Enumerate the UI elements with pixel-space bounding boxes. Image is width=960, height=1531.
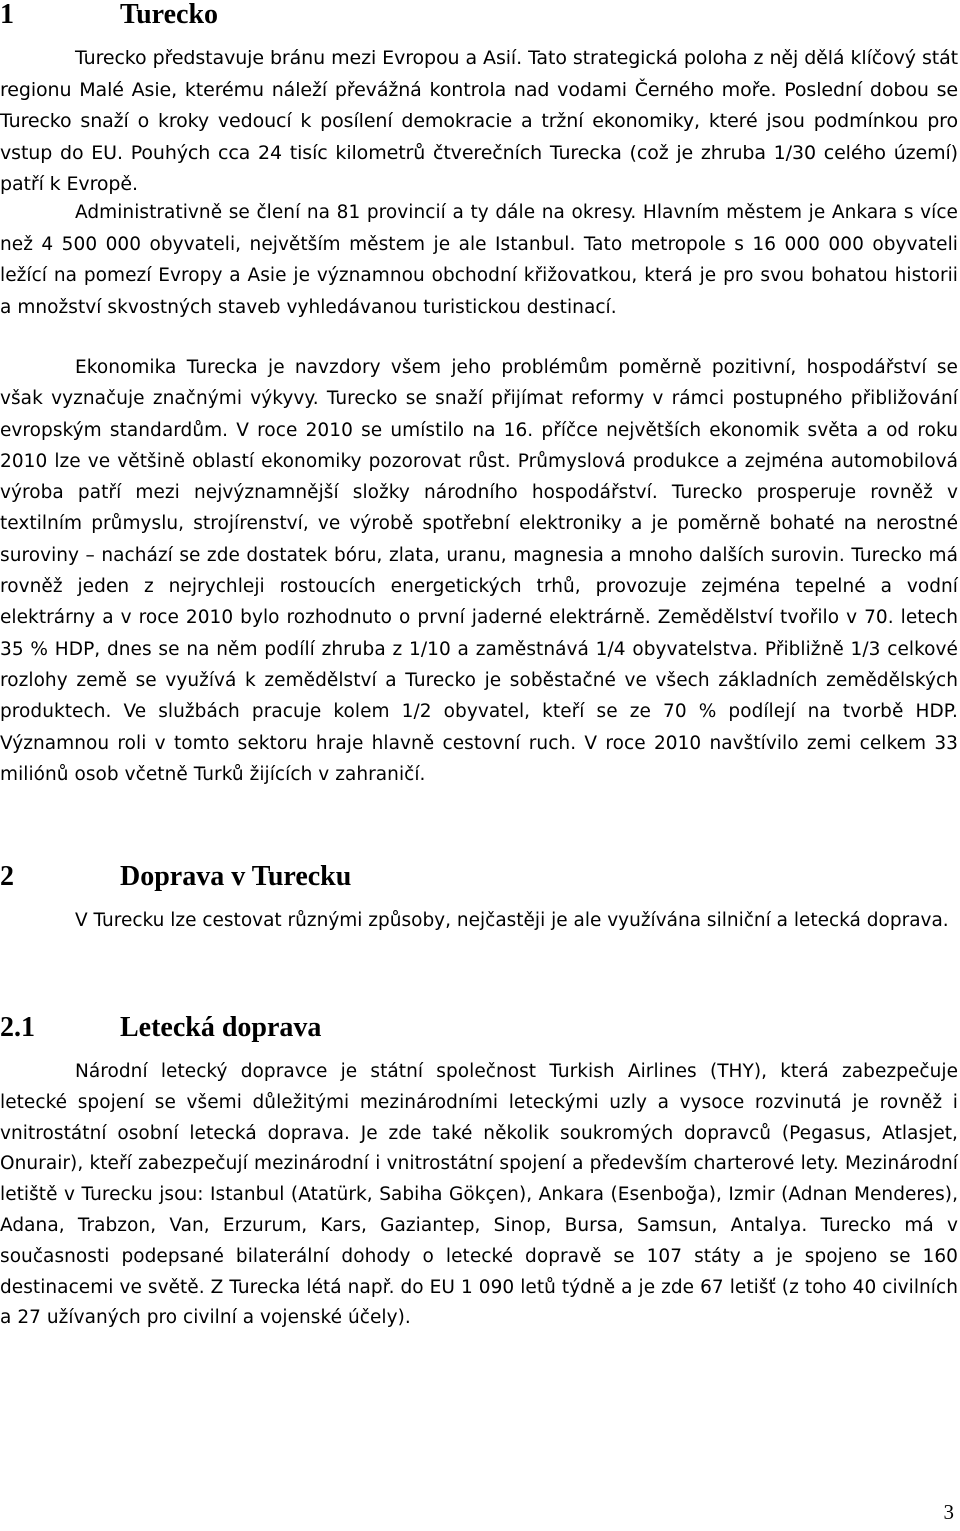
section-heading-1	[0, 0, 218, 30]
page-number: 3	[943, 1500, 954, 1524]
section-title: Letecká doprava	[120, 1012, 322, 1043]
paragraph-administration-text: Administrativně se člení na 81 provincií a ty dále na okresy. Hlavním městem je Ankara s více než 4 500 000 obyvateli, největším městem je ale Istanbul. Tato metropole s 16 000 000 obyvateli ležící na pomezí Evropy a Asie je významnou obchodní křižovatkou, která je pro svou bohatou historii a množství skvostných staveb vyhledávanou turistickou destinací.	[0, 202, 958, 318]
section-heading-2	[0, 862, 351, 892]
section-number: 1	[0, 0, 14, 30]
section-title: Turecko	[120, 0, 219, 30]
paragraph-transport-intro-text: V Turecku lze cestovat různými způsoby, nejčastěji je ale využívána silniční a letecká doprava.	[75, 910, 949, 931]
paragraph-air-transport-text: Národní letecký dopravce je státní společnost Turkish Airlines (THY), která zabezpečuje letecké spojení se všemi důležitými mezinárodními leteckými uzly a vysoce rozvinutá je rovněž i vnitrostátní osobní letecká doprava. Je zde také několik soukromých dopravců (Pegasus, Atlasjet, Onurair), kteří zabezpečují mezinárodní i vnitrostátní spojení a především charterové lety. Mezinárodní letiště v Turecku jsou: Istanbul (Atatürk, Sabiha Gökçen), Ankara (Esenboğa), Izmir (Adnan Menderes), Adana, Trabzon, Van, Erzurum, Kars, Gaziantep, Sinop, Bursa, Samsun, Antalya. Turecko má v současnosti podepsané bilaterální dohody o letecké dopravě se 107 státy a je spojeno se 160 destinacemi ve světě. Z Turecka létá např. do EU 1 090 letů týdně a je zde 67 letišť (z toho 40 civilních a 27 užívaných pro civilní a vojenské účely).	[0, 1061, 958, 1329]
section-heading-2-1	[0, 1013, 321, 1043]
section-number: 2	[0, 861, 14, 892]
paragraph-economy	[0, 352, 958, 790]
paragraph-economy-text: Ekonomika Turecka je navzdory všem jeho problémům poměrně pozitivní, hospodářství se však vyznačuje značnými výkyvy. Turecko se snaží přijímat reformy v rámci postupného přibližování evropským standardům. V roce 2010 se umístilo na 16. příčce největších ekonomik světa a od roku 2010 lze ve většině oblastí ekonomiky pozorovat růst. Průmyslová produkce a zejména automobilová výroba patří mezi nejvýznamnější složky národního hospodářství. Turecko prosperuje rovněž v textilním průmyslu, strojírenství, ve výrobě spotřební elektroniky a je poměrně bohaté na nerostné suroviny – nachází se zde dostatek bóru, zlata, uranu, magnesia a mnoho dalších surovin. Turecko má rovněž jeden z nejrychleji rostoucích energetických trhů, provozuje zejména tepelné a vodní elektrárny a v roce 2010 bylo rozhodnuto o první jaderné elektrárně. Zemědělství tvořilo v 70. letech 35 % HDP, dnes se na něm podílí zhruba z 1/10 a zaměstnává 1/4 obyvatelstva. Přibližně 1/3 celkové rozlohy země se využívá k zemědělství a Turecko je soběstačné ve všech základních zemědělských produktech. Ve službách pracuje kolem 1/2 obyvatel, kteří se ze 70 % podílejí na tvorbě HDP. Významnou roli v tomto sektoru hraje hlavně cestovní ruch. V roce 2010 navštívilo zemi celkem 33 miliónů osob včetně Turků žijících v zahraničí.	[0, 357, 958, 785]
paragraph-transport-intro	[0, 905, 958, 937]
paragraph-intro-text: Turecko představuje bránu mezi Evropou a Asií. Tato strategická poloha z něj dělá klíčový stát regionu Malé Asie, kterému náleží převážná kontrola nad vodami Černého moře. Poslední dobou se Turecko snaží o kroky vedoucí k posílení demokracie a tržní ekonomiky, které jsou podmínkou pro vstup do EU. Pouhých cca 24 tisíc kilometrů čtverečních Turecka (což je zhruba 1/30 celého území) patří k Evropě.	[0, 47, 958, 195]
paragraph-administration	[0, 197, 958, 323]
paragraph-intro	[0, 43, 958, 201]
section-title: Doprava v Turecku	[120, 861, 352, 892]
section-number: 2.1	[0, 1012, 35, 1043]
paragraph-air-transport	[0, 1057, 958, 1334]
